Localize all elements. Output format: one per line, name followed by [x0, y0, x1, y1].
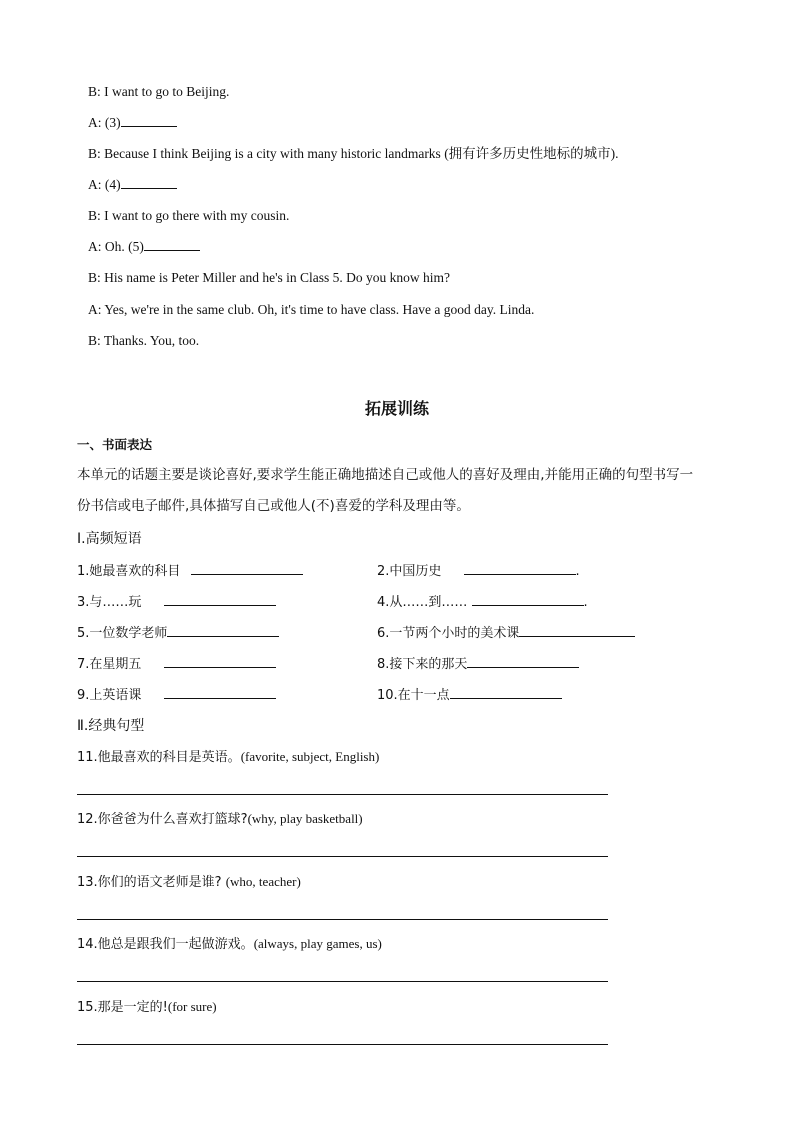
- phrase-blank[interactable]: [472, 593, 584, 606]
- dialogue-line-7: [88, 269, 450, 287]
- sentence-hint: (why, play basketball): [247, 811, 363, 826]
- section-heading-sentences: Ⅱ.经典句型: [77, 718, 145, 734]
- phrase-blank[interactable]: [519, 624, 635, 637]
- phrase-text: 5.一位数学老师: [77, 626, 168, 641]
- dialogue-text: A: (4): [88, 177, 121, 192]
- dialogue-text: B: I want to go there with my cousin.: [88, 208, 290, 223]
- intro-paragraph-line-2: 份书信或电子邮件,具体描写自己或他人(不)喜爱的学科及理由等。: [77, 498, 470, 514]
- sentence-cn: 15.那是一定的!: [77, 1000, 168, 1015]
- phrase-item-3: [77, 593, 276, 612]
- sentence-cn: 13.你们的语文老师是谁?: [77, 875, 226, 890]
- phrase-text: 6.一节两个小时的美术课: [377, 626, 520, 641]
- answer-line-14[interactable]: [77, 981, 608, 982]
- phrase-item-8: [377, 655, 579, 674]
- phrase-blank[interactable]: [464, 562, 576, 575]
- dialogue-text: B: His name is Peter Miller and he's in Class 5. Do you know him?: [88, 270, 451, 285]
- dialogue-text: A: (3): [88, 115, 121, 130]
- sentence-cn: 12.你爸爸为什么喜欢打篮球?: [77, 812, 248, 827]
- sentence-hint: (for sure): [167, 999, 217, 1014]
- section-title: 拓展训练: [364, 399, 429, 418]
- dialogue-line-9: [88, 332, 199, 350]
- answer-line-15[interactable]: [77, 1044, 608, 1045]
- sentence-cn: 14.他总是跟我们一起做游戏。: [77, 937, 254, 952]
- sentence-hint: (always, play games, us): [253, 936, 382, 951]
- part-heading: 一、书面表达: [77, 437, 153, 452]
- phrase-text: 9.上英语课: [77, 688, 146, 703]
- dialogue-line-1: [88, 83, 229, 101]
- phrase-item-10: [377, 686, 562, 705]
- dialogue-line-4: [88, 176, 177, 194]
- answer-blank-4[interactable]: [121, 176, 177, 189]
- phrase-item-5: [77, 624, 279, 643]
- phrase-item-7: [77, 655, 276, 674]
- phrase-blank[interactable]: [191, 562, 303, 575]
- phrase-text: 2.中国历史: [377, 564, 446, 579]
- phrase-item-4: [377, 593, 588, 612]
- dialogue-text: A: Oh. (5): [88, 239, 144, 254]
- phrase-blank[interactable]: [164, 593, 276, 606]
- phrase-suffix: .: [575, 564, 580, 579]
- dialogue-text: B: Because I think Beijing is a city with many historic landmarks (拥有许多历史性地标的城市).: [88, 146, 619, 161]
- phrase-item-6: [377, 624, 635, 643]
- sentence-prompt-13: [77, 873, 301, 892]
- sentence-prompt-11: [77, 748, 379, 767]
- sentence-hint: (favorite, subject, English): [240, 749, 380, 764]
- sentence-prompt-14: [77, 935, 382, 954]
- dialogue-text: B: I want to go to Beijing.: [88, 84, 230, 99]
- answer-blank-5[interactable]: [144, 238, 200, 251]
- phrase-blank[interactable]: [164, 655, 276, 668]
- sentence-prompt-12: [77, 810, 363, 829]
- dialogue-text: A: Yes, we're in the same club. Oh, it's time to have class. Have a good day. Linda.: [88, 302, 535, 317]
- dialogue-line-6: [88, 238, 200, 256]
- dialogue-line-3: [88, 145, 619, 163]
- answer-line-11[interactable]: [77, 794, 608, 795]
- phrase-text: 1.她最喜欢的科目: [77, 564, 185, 579]
- phrase-blank[interactable]: [450, 686, 562, 699]
- phrase-suffix: .: [583, 595, 588, 610]
- answer-line-13[interactable]: [77, 919, 608, 920]
- phrase-text: 7.在星期五: [77, 657, 146, 672]
- answer-blank-3[interactable]: [121, 114, 177, 127]
- phrase-blank[interactable]: [467, 655, 579, 668]
- phrase-text: 3.与……玩: [77, 595, 146, 610]
- phrase-blank[interactable]: [167, 624, 279, 637]
- phrase-text: 10.在十一点: [377, 688, 450, 703]
- intro-paragraph-line-1: 本单元的话题主要是谈论喜好,要求学生能正确地描述自己或他人的喜好及理由,并能用正确的句型书写一: [77, 467, 694, 483]
- sentence-prompt-15: [77, 998, 217, 1017]
- phrase-item-2: [377, 562, 580, 581]
- sentence-cn: 11.他最喜欢的科目是英语。: [77, 750, 241, 765]
- phrase-blank[interactable]: [164, 686, 276, 699]
- section-heading-phrases: Ⅰ.高频短语: [77, 531, 142, 547]
- phrase-item-1: [77, 562, 303, 581]
- phrase-text: 8.接下来的那天: [377, 657, 468, 672]
- sentence-hint: (who, teacher): [225, 874, 301, 889]
- phrase-text: 4.从……到……: [377, 595, 472, 610]
- dialogue-line-2: [88, 114, 177, 132]
- answer-line-12[interactable]: [77, 856, 608, 857]
- dialogue-text: B: Thanks. You, too.: [88, 333, 200, 348]
- dialogue-line-5: [88, 207, 289, 225]
- dialogue-line-8: [88, 301, 534, 319]
- phrase-item-9: [77, 686, 276, 705]
